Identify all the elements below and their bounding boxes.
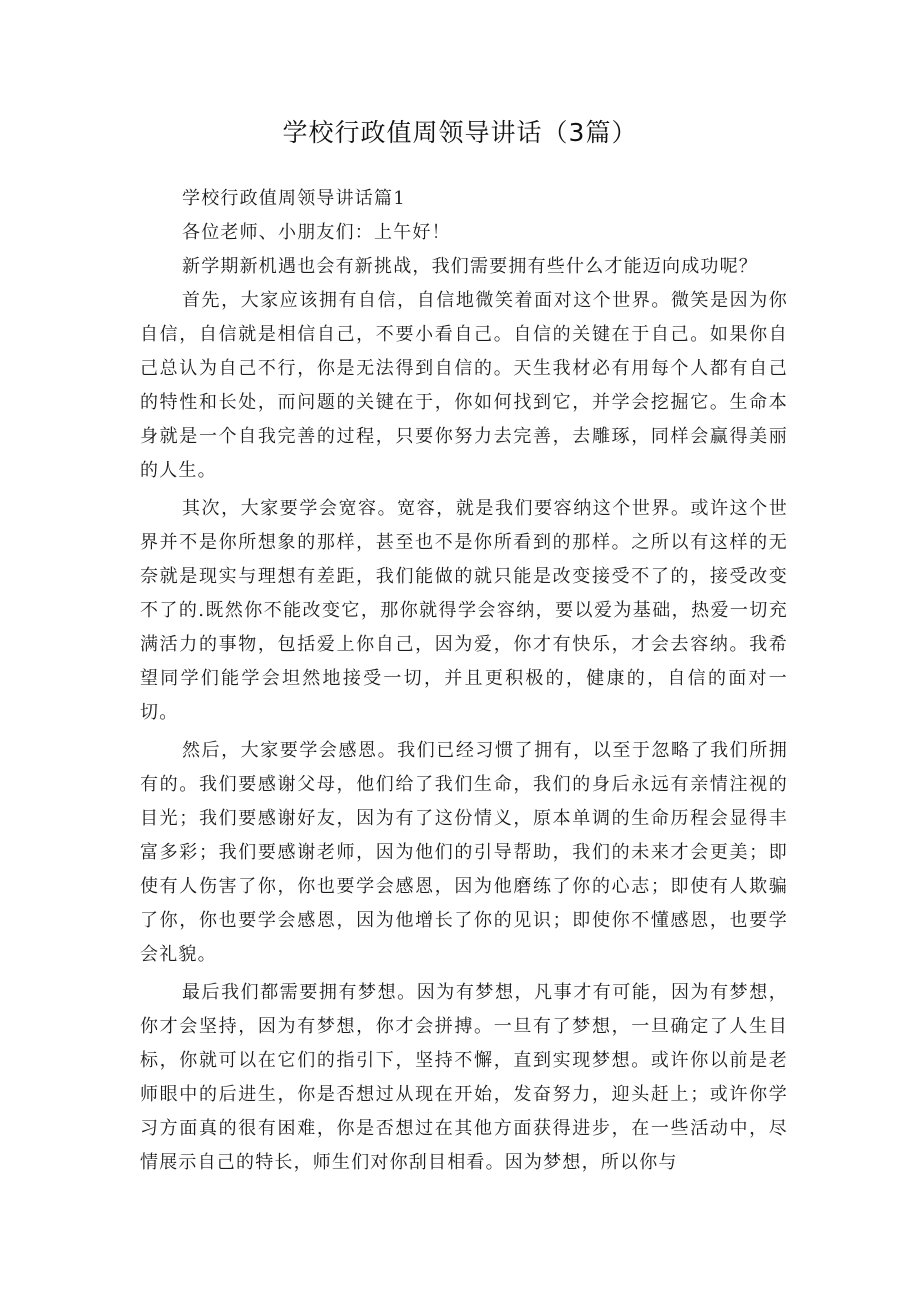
confidence-paragraph: 首先，大家应该拥有自信，自信地微笑着面对这个世界。微笑是因为你自信，自信就是相信自己，不要小看自己。自信的关键在于自己。如果你自己总认为自己不行，你是无法得到自信的。天生我材必有用每个人都有自己的特性和长处，而问题的关键在于，你如何找到它，并学会挖掘它。生命本身就是一个自我完善的过程，只要你努力去完善，去雕琢，同样会赢得美丽的人生。: [140, 290, 788, 481]
document-title: 学校行政值周领导讲话（3篇）: [282, 118, 638, 147]
section-heading: 学校行政值周领导讲话篇1: [182, 188, 406, 209]
document-body: [140, 182, 788, 1180]
greeting-paragraph: 各位老师、小朋友们：上午好！: [182, 222, 451, 243]
dream-paragraph: 最后我们都需要拥有梦想。因为有梦想，凡事才有可能，因为有梦想，你才会坚持，因为有梦想，你才会拼搏。一旦有了梦想，一旦确定了人生目标，你就可以在它们的指引下，坚持不懈，直到实现梦想。或许你以前是老师眼中的后进生，你是否想过从现在开始，发奋努力，迎头赶上；或许你学习方面真的很有困难，你是否想过在其他方面获得进步，在一些活动中，尽情展示自己的特长，师生们对你刮目相看。因为梦想，所以你与: [140, 982, 788, 1173]
tolerance-paragraph: 其次，大家要学会宽容。宽容，就是我们要容纳这个世界。或许这个世界并不是你所想象的那样，甚至也不是你所看到的那样。之所以有这样的无奈就是现实与理想有差距，我们能做的就只能是改变接受不了的，接受改变不了的.既然你不能改变它，那你就得学会容纳，要以爱为基础，热爱一切充满活力的事物，包括爱上你自己，因为爱，你才有快乐，才会去容纳。我希望同学们能学会坦然地接受一切，并且更积极的，健康的，自信的面对一切。: [140, 498, 788, 723]
intro-paragraph: 新学期新机遇也会有新挑战，我们需要拥有些什么才能迈向成功呢？: [182, 256, 758, 277]
gratitude-paragraph: 然后，大家要学会感恩。我们已经习惯了拥有，以至于忽略了我们所拥有的。我们要感谢父母，他们给了我们生命，我们的身后永远有亲情注视的目光；我们要感谢好友，因为有了这份情义，原本单调的生命历程会显得丰富多彩；我们要感谢老师，因为他们的引导帮助，我们的未来才会更美；即使有人伤害了你，你也要学会感恩，因为他磨练了你的心志；即使有人欺骗了你，你也要学会感恩，因为他增长了你的见识；即使你不懂感恩，也要学会礼貌。: [140, 740, 788, 965]
